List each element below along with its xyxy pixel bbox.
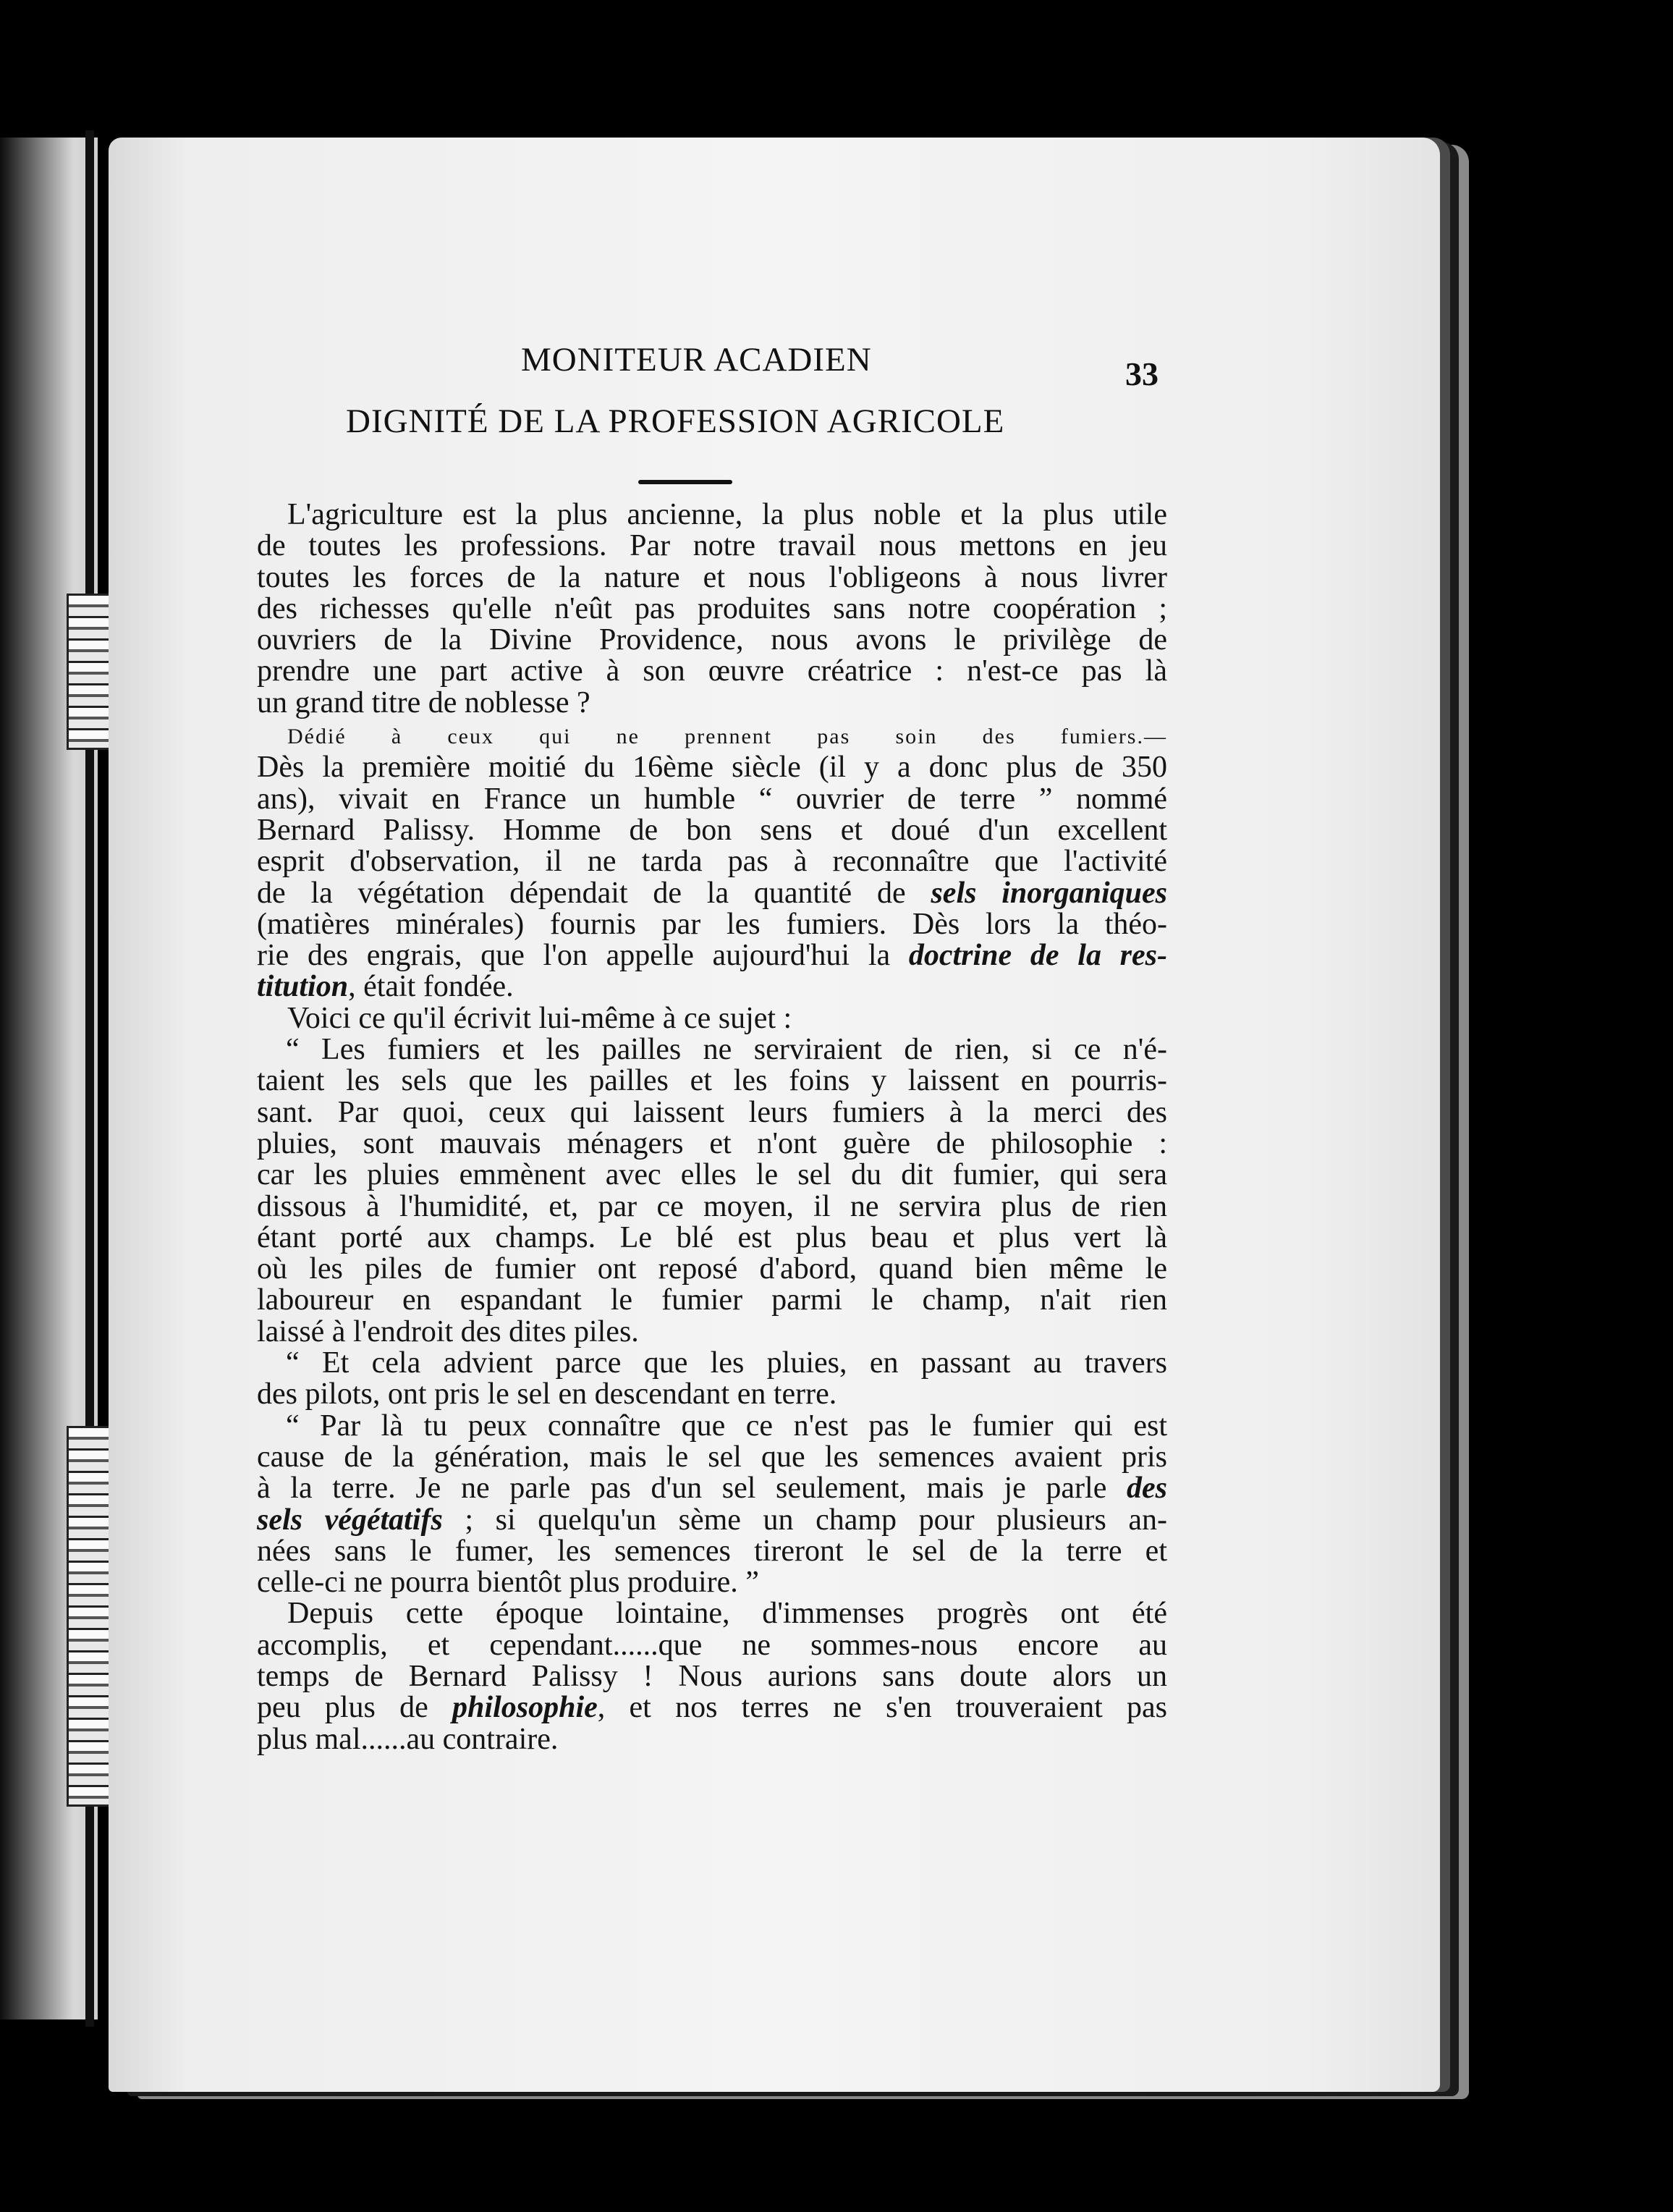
- running-head: MONITEUR ACADIEN: [521, 341, 872, 379]
- text-line: un grand titre de noblesse ?: [257, 685, 590, 719]
- quote-line: des pilots, ont pris le sel en descendant en terre.: [257, 1377, 837, 1411]
- text-line: L'agriculture est la plus ancienne, la plus noble et la plus utile: [287, 498, 1167, 531]
- text-line: accomplis, et cependant......que ne sommes-nous encore au: [257, 1628, 1167, 1662]
- quote-line: “ Par là tu peux connaître que ce n'est pas le fumier qui est: [286, 1409, 1167, 1443]
- text-line: temps de Bernard Palissy ! Nous aurions sans doute alors un: [257, 1659, 1167, 1693]
- text-run: à la terre. Je ne parle pas d'un sel seulement, mais je parle: [257, 1472, 1127, 1506]
- text-run: , était fondée.: [348, 970, 514, 1004]
- text-run: ; si quelqu'un sème un champ pour plusieurs an-: [442, 1503, 1167, 1537]
- quote-line: dissous à l'humidité, et, par ce moyen, il ne servira plus de rien: [257, 1189, 1167, 1223]
- text-line: des richesses qu'elle n'eût pas produites sans notre coopération ;: [257, 591, 1167, 625]
- text-run: peu plus de: [257, 1691, 453, 1725]
- quote-line: [257, 1473, 1167, 1504]
- text-line: Voici ce qu'il écrivit lui-même à ce sujet :: [287, 1001, 792, 1035]
- quote-line: étant porté aux champs. Le blé est plus beau et plus vert là: [257, 1220, 1167, 1254]
- text-line: toutes les forces de la nature et nous l'obligeons à nous livrer: [257, 560, 1167, 594]
- quote-line: sant. Par quoi, ceux qui laissent leurs fumiers à la merci des: [257, 1095, 1167, 1129]
- quote-line: car les pluies emmènent avec elles le sel du dit fumier, qui sera: [257, 1158, 1167, 1192]
- text-line: Dès la première moitié du 16ème siècle (il y a donc plus de 350: [257, 751, 1167, 785]
- emphasis-run: des: [1127, 1472, 1167, 1506]
- text-line: plus mal......au contraire.: [257, 1722, 559, 1756]
- text-line: [257, 1692, 1167, 1723]
- text-line: Depuis cette époque lointaine, d'immenses progrès ont été: [287, 1597, 1167, 1631]
- quote-line: pluies, sont mauvais ménagers et n'ont guère de philosophie :: [257, 1126, 1167, 1160]
- text-line: de toutes les professions. Par notre travail nous mettons en jeu: [257, 529, 1167, 563]
- text-line: [257, 878, 1167, 909]
- article-body: [257, 499, 1167, 1755]
- emphasis-run: sels inorganiques: [931, 876, 1167, 910]
- text-line: (matières minérales) fournis par les fumiers. Dès lors la théo-: [257, 907, 1167, 941]
- quote-line: taient les sels que les pailles et les foins y laissent en pourris-: [257, 1064, 1167, 1098]
- quote-line: laboureur en espandant le fumier parmi le champ, n'ait rien: [257, 1283, 1167, 1317]
- text-run: de la végétation dépendait de la quantité de: [257, 876, 931, 910]
- title-divider-rule: [638, 480, 732, 484]
- emphasis-run: sels végétatifs: [257, 1503, 443, 1537]
- text-line: [257, 971, 1167, 1002]
- quote-line: “ Les fumiers et les pailles ne serviraient de rien, si ce n'é-: [286, 1033, 1167, 1067]
- quote-line: nées sans le fumer, les semences tireront le sel de la terre et: [257, 1534, 1167, 1568]
- quote-line: [257, 1505, 1167, 1536]
- text-line: ans), vivait en France un humble “ ouvrier de terre ” nommé: [257, 782, 1167, 816]
- text-line: ouvriers de la Divine Providence, nous avons le privilège de: [257, 623, 1167, 657]
- emphasis-run: philosophie: [452, 1691, 598, 1725]
- quote-line: où les piles de fumier ont reposé d'abord, quand bien même le: [257, 1252, 1167, 1286]
- section-lead-small-caps: [257, 719, 1167, 752]
- text-line: prendre une part active à son œuvre créatrice : n'est-ce pas là: [257, 654, 1167, 688]
- small-caps-lead: Dédié à ceux qui ne prennent pas soin des fumiers.—: [287, 725, 1167, 749]
- text-line: esprit d'observation, il ne tarda pas à reconnaître que l'activité: [257, 845, 1167, 879]
- text-run: , et nos terres ne s'en trouveraient pas: [597, 1691, 1168, 1725]
- article-title: DIGNITÉ DE LA PROFESSION AGRICOLE: [346, 402, 1005, 440]
- emphasis-run: doctrine de la res-: [908, 939, 1167, 973]
- quote-line: celle-ci ne pourra bientôt plus produire. ”: [257, 1566, 759, 1600]
- text-line: Bernard Palissy. Homme de bon sens et doué d'un excellent: [257, 813, 1167, 847]
- text-run: rie des engrais, que l'on appelle aujourd'hui la: [257, 939, 909, 973]
- quote-line: “ Et cela advient parce que les pluies, en passant au travers: [286, 1346, 1167, 1380]
- text-line: [257, 940, 1167, 971]
- quote-line: laissé à l'endroit des dites piles.: [257, 1314, 639, 1348]
- emphasis-run: titution: [257, 970, 349, 1004]
- quote-line: cause de la génération, mais le sel que les semences avaient pris: [257, 1440, 1167, 1474]
- page-number: 33: [1125, 355, 1159, 392]
